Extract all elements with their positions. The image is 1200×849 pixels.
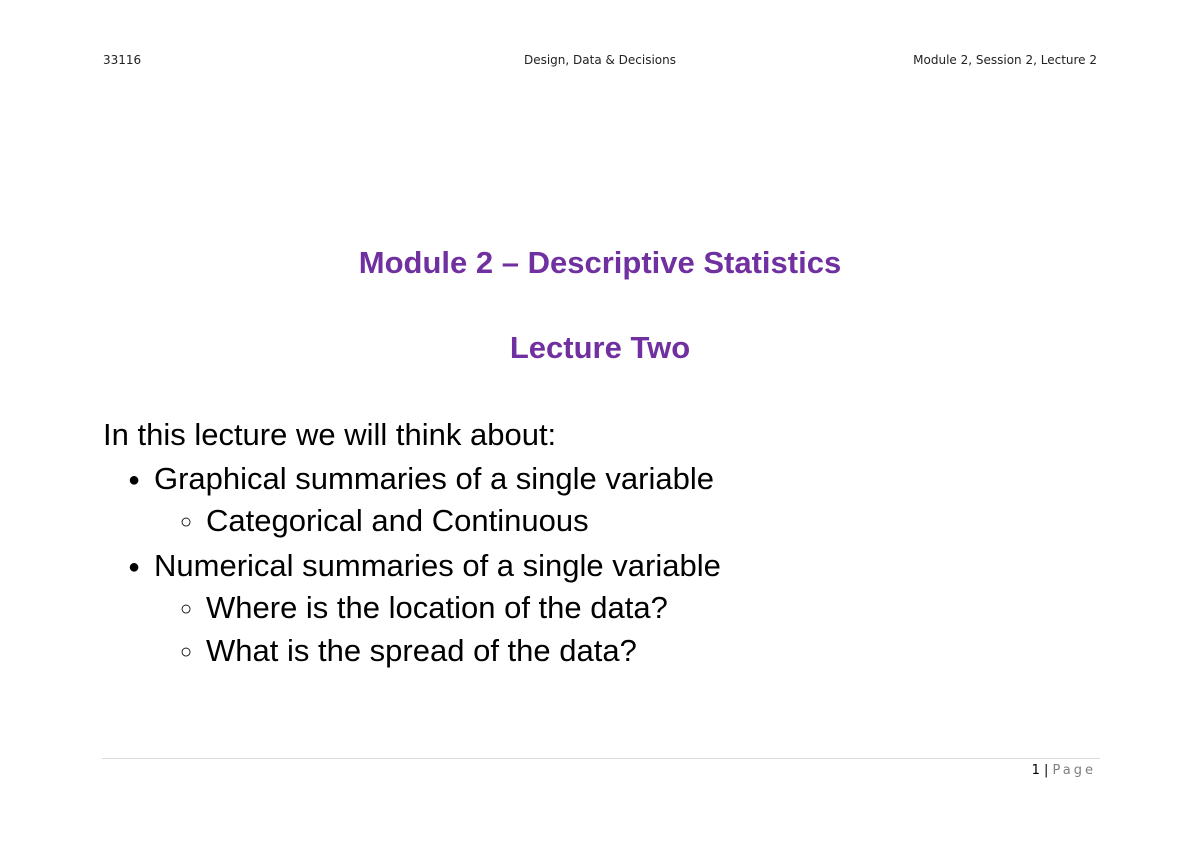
- circle-bullet-icon: ○: [180, 511, 193, 534]
- list-item: [128, 548, 721, 584]
- page-subtitle: Lecture Two: [509, 330, 691, 365]
- intro-text: In this lecture we will think about:: [103, 417, 557, 452]
- list-item-text: Numerical summaries of a single variable: [154, 548, 721, 583]
- list-item: [128, 461, 714, 497]
- circle-bullet-icon: ○: [180, 641, 193, 664]
- list-item-text: What is the spread of the data?: [206, 633, 637, 668]
- page-footer: [1032, 763, 1096, 778]
- list-item: [180, 503, 589, 539]
- list-item-text: Categorical and Continuous: [206, 503, 589, 538]
- page-label: Page: [1052, 763, 1096, 778]
- header-course-name: Design, Data & Decisions: [523, 53, 677, 67]
- page-number: 1: [1031, 763, 1040, 778]
- circle-bullet-icon: ○: [180, 598, 193, 621]
- bullet-icon: ●: [128, 556, 141, 579]
- bullet-icon: ●: [128, 469, 141, 492]
- footer-separator: |: [1043, 763, 1049, 778]
- list-item-text: Where is the location of the data?: [206, 590, 668, 625]
- list-item-text: Graphical summaries of a single variable: [154, 461, 714, 496]
- header-lecture-info: Module 2, Session 2, Lecture 2: [913, 53, 1097, 67]
- list-item: [180, 633, 637, 669]
- footer-divider: [102, 758, 1100, 759]
- list-item: [180, 590, 668, 626]
- page-title: Module 2 – Descriptive Statistics: [358, 245, 842, 280]
- header-course-code: 33116: [103, 53, 142, 67]
